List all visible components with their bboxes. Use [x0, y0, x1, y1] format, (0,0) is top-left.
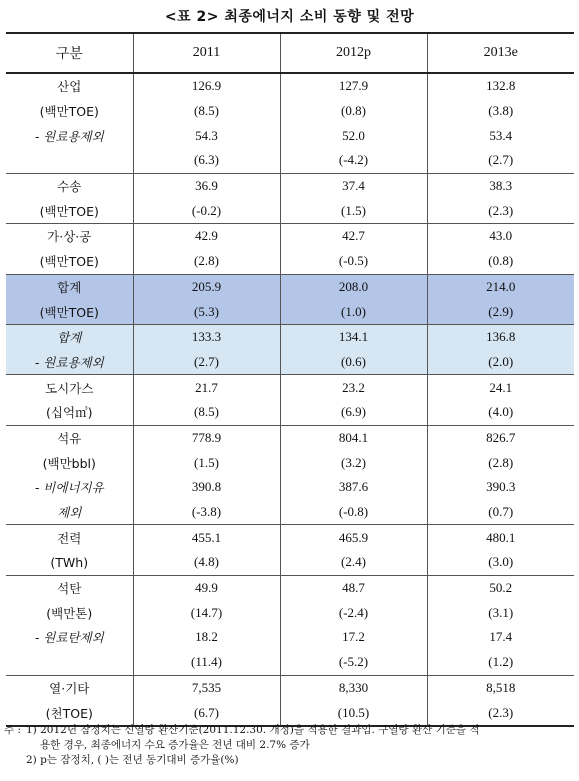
footnote-1-continued: 용한 경우, 최종에너지 수요 증가율은 전년 대비 2.7% 증가 — [40, 739, 310, 751]
table-row — [6, 299, 574, 324]
value-cell: 7,535 — [133, 675, 280, 700]
footnote-2: 2) p는 잠정치, ( )는 전년 동기대비 증가율(%) — [26, 754, 239, 766]
header-2012p: 2012p — [280, 33, 427, 73]
value-cell: (-5.2) — [280, 650, 427, 675]
value-cell: 208.0 — [280, 274, 427, 299]
table-row — [6, 600, 574, 625]
row-label: (십억㎥) — [6, 400, 133, 425]
value-cell: (2.7) — [427, 148, 574, 173]
table-row — [6, 173, 574, 198]
value-cell: 133.3 — [133, 324, 280, 349]
value-cell: 50.2 — [427, 575, 574, 600]
value-cell: 38.3 — [427, 173, 574, 198]
energy-consumption-table — [6, 32, 574, 727]
table-row — [6, 400, 574, 425]
value-cell: (5.3) — [133, 299, 280, 324]
value-cell: (-4.2) — [280, 148, 427, 173]
table-header-row — [6, 33, 574, 73]
table-row — [6, 350, 574, 375]
value-cell: 43.0 — [427, 224, 574, 249]
table-row — [6, 99, 574, 124]
footnotes — [4, 723, 576, 768]
value-cell: 18.2 — [133, 625, 280, 650]
value-cell: (-0.8) — [280, 500, 427, 525]
row-label: 제외 — [6, 500, 133, 525]
value-cell: 480.1 — [427, 525, 574, 550]
value-cell: 455.1 — [133, 525, 280, 550]
value-cell: (2.7) — [133, 350, 280, 375]
value-cell: (3.8) — [488, 103, 514, 119]
row-label: (백만TOE) — [6, 99, 133, 124]
value-cell: 17.4 — [489, 629, 513, 645]
value-cell: (3.0) — [427, 550, 574, 575]
table-row — [6, 148, 574, 173]
table-row — [6, 274, 574, 299]
value-cell: (2.4) — [280, 550, 427, 575]
row-label: (TWh) — [6, 550, 133, 575]
row-label: (천TOE) — [6, 700, 133, 726]
value-cell: (8.5) — [133, 99, 280, 124]
value-cell: 390.8 — [133, 475, 280, 500]
value-cell: (8.5) — [133, 400, 280, 425]
value-cell: 17.2 — [280, 625, 427, 650]
value-cell: (-0.5) — [280, 249, 427, 274]
value-cell: (3.2) — [280, 450, 427, 475]
table-row — [6, 475, 574, 500]
value-cell: 53.4 — [489, 127, 513, 143]
row-label: (백만bbl) — [6, 450, 133, 475]
value-cell: 24.1 — [427, 375, 574, 400]
value-cell: (6.3) — [133, 148, 280, 173]
value-cell: 134.1 — [280, 324, 427, 349]
table-row — [6, 375, 574, 400]
table-row — [6, 550, 574, 575]
table-row — [6, 500, 574, 525]
table-row — [6, 324, 574, 349]
value-cell: (0.8) — [280, 99, 427, 124]
row-label — [6, 148, 133, 173]
row-label: 전력 — [6, 525, 133, 550]
value-cell: 132.8 — [427, 73, 574, 99]
value-cell: (14.7) — [133, 600, 280, 625]
value-cell: (-3.8) — [133, 500, 280, 525]
value-cell: (0.6) — [280, 350, 427, 375]
value-cell: 52.0 — [280, 123, 427, 148]
row-label — [6, 650, 133, 675]
value-cell: 136.8 — [427, 324, 574, 349]
value-cell: (2.3) — [427, 700, 574, 726]
table-row — [6, 123, 574, 148]
value-cell: 804.1 — [280, 425, 427, 450]
row-label: - 원료탄제외 — [6, 625, 133, 650]
value-cell: 54.3 — [133, 123, 280, 148]
table-body — [6, 73, 574, 726]
row-label: 산업 — [6, 73, 133, 99]
value-cell: 48.7 — [280, 575, 427, 600]
row-label: 석탄 — [6, 575, 133, 600]
value-cell: (6.7) — [133, 700, 280, 726]
header-2013e: 2013e — [427, 33, 574, 73]
value-cell: 778.9 — [133, 425, 280, 450]
value-cell: 127.9 — [280, 73, 427, 99]
value-cell: 126.9 — [133, 73, 280, 99]
value-cell: (0.8) — [427, 249, 574, 274]
table-row — [6, 198, 574, 223]
value-cell: (11.4) — [133, 650, 280, 675]
row-label: - 원료용제외 — [6, 350, 133, 375]
row-label: (백만톤) — [6, 600, 133, 625]
header-2011: 2011 — [133, 33, 280, 73]
row-label: 합계 — [6, 324, 133, 349]
table-row — [6, 249, 574, 274]
value-cell: (1.5) — [280, 198, 427, 223]
row-label: (백만TOE) — [6, 299, 133, 324]
value-cell: 42.9 — [133, 224, 280, 249]
value-cell: (1.5) — [133, 450, 280, 475]
value-cell: (2.8) — [133, 249, 280, 274]
value-cell: 390.3 — [486, 479, 516, 495]
value-cell: (6.9) — [280, 400, 427, 425]
table-row — [6, 675, 574, 700]
value-cell: 387.6 — [280, 475, 427, 500]
row-label: - 비에너지유 — [6, 475, 133, 500]
value-cell: (4.8) — [133, 550, 280, 575]
row-label: (백만TOE) — [6, 198, 133, 223]
value-cell: 36.9 — [133, 173, 280, 198]
value-cell: 49.9 — [133, 575, 280, 600]
row-label: - 원료용제외 — [6, 123, 133, 148]
value-cell: (3.1) — [488, 604, 514, 620]
value-cell: 8,518 — [427, 675, 574, 700]
value-cell: (1.0) — [280, 299, 427, 324]
row-label: 도시가스 — [6, 375, 133, 400]
value-cell: (4.0) — [427, 400, 574, 425]
row-label: 수송 — [6, 173, 133, 198]
value-cell: 214.0 — [427, 274, 574, 299]
value-cell: (1.2) — [427, 650, 574, 675]
footnote-1: 1) 2012년 잠정치는 신열량 환산기준(2011.12.30. 개정)을 적용한 결과임. 구열량 환산 기준을 적 — [26, 724, 480, 736]
value-cell: (2.8) — [488, 454, 514, 470]
value-cell: (0.7) — [427, 500, 574, 525]
table-row — [6, 73, 574, 99]
value-cell: 21.7 — [133, 375, 280, 400]
row-label: 합계 — [6, 274, 133, 299]
value-cell: (2.9) — [427, 299, 574, 324]
value-cell: (10.5) — [280, 700, 427, 726]
value-cell: 826.7 — [427, 425, 574, 450]
table-title: <표 2> 최종에너지 소비 동향 및 전망 — [164, 9, 415, 25]
table-row — [6, 450, 574, 475]
table-row — [6, 625, 574, 650]
table-row — [6, 650, 574, 675]
row-label: 석유 — [6, 425, 133, 450]
value-cell: 42.7 — [280, 224, 427, 249]
footnote-prefix: 주 : — [4, 724, 22, 736]
header-category: 구분 — [6, 33, 133, 73]
table-row — [6, 224, 574, 249]
value-cell: (2.0) — [427, 350, 574, 375]
row-label: 열·기타 — [6, 675, 133, 700]
value-cell: (2.3) — [427, 198, 574, 223]
value-cell: (-0.2) — [133, 198, 280, 223]
value-cell: 8,330 — [280, 675, 427, 700]
row-label: (백만TOE) — [6, 249, 133, 274]
value-cell: (-2.4) — [280, 600, 427, 625]
value-cell: 205.9 — [133, 274, 280, 299]
value-cell: 37.4 — [280, 173, 427, 198]
value-cell: 23.2 — [280, 375, 427, 400]
table-row — [6, 525, 574, 550]
row-label: 가·상·공 — [6, 224, 133, 249]
table-row — [6, 425, 574, 450]
table-row — [6, 575, 574, 600]
value-cell: 465.9 — [280, 525, 427, 550]
